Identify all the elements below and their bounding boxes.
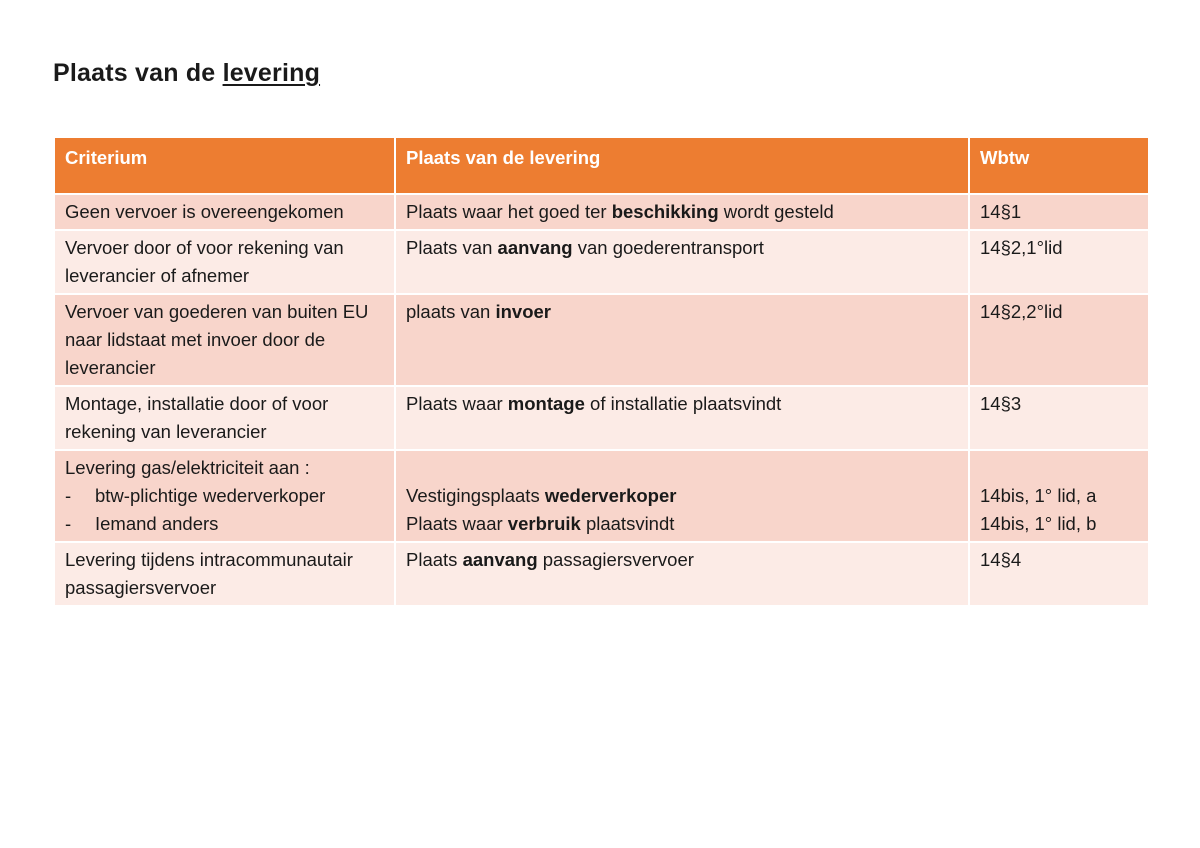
cell-wbtw: 14§4 <box>969 542 1148 606</box>
cell-wbtw: 14§1 <box>969 194 1148 230</box>
page-title <box>53 56 320 90</box>
cell-criterium: Montage, installatie door of voor rekening van leverancier <box>55 386 395 450</box>
cell-wbtw <box>969 450 1148 542</box>
plaats-bold-text: aanvang <box>497 237 573 258</box>
cell-plaats <box>395 230 969 294</box>
table-row <box>55 450 1148 542</box>
cell-criterium: Vervoer door of voor rekening van leverancier of afnemer <box>55 230 395 294</box>
plaats-text: Plaats waar het goed ter <box>406 201 612 222</box>
plaats-text: of installatie plaatsvindt <box>584 393 782 414</box>
table-header <box>55 138 1148 194</box>
table-row <box>55 194 1148 230</box>
cell-spacer <box>980 454 1138 482</box>
header-wbtw: Wbtw <box>969 138 1148 194</box>
header-plaats: Plaats van de levering <box>395 138 969 194</box>
plaats-text: van goederentransport <box>572 237 764 258</box>
cell-wbtw: 14§2,2°lid <box>969 294 1148 386</box>
cell-wbtw: 14§2,1°lid <box>969 230 1148 294</box>
cell-plaats <box>395 386 969 450</box>
plaats-text: plaats van <box>406 301 496 322</box>
table-body <box>55 194 1148 606</box>
cell-criterium: Vervoer van goederen van buiten EU naar lidstaat met invoer door de leverancier <box>55 294 395 386</box>
bullet-item <box>65 482 384 510</box>
plaats-text: Plaats waar <box>406 513 508 534</box>
cell-plaats <box>395 194 969 230</box>
cell-spacer <box>406 454 958 482</box>
bullet-text: btw-plichtige wederverkoper <box>95 485 326 506</box>
cell-plaats <box>395 294 969 386</box>
plaats-text: Plaats van <box>406 237 498 258</box>
header-criterium: Criterium <box>55 138 395 194</box>
plaats-bold-text: aanvang <box>462 549 538 570</box>
plaats-bold-text: verbruik <box>507 513 581 534</box>
plaats-bold-text: montage <box>507 393 585 414</box>
plaats-text: Plaats <box>406 549 463 570</box>
wbtw-line: 14bis, 1° lid, a <box>980 485 1097 506</box>
cell-criterium <box>55 450 395 542</box>
bullet-dash: - <box>65 513 72 534</box>
page-title-prefix: Plaats van de <box>53 59 223 87</box>
bullet-dash: - <box>65 485 72 506</box>
plaats-line <box>406 510 958 538</box>
levering-table <box>55 138 1148 607</box>
plaats-bold-text: wederverkoper <box>544 485 677 506</box>
bullet-text: Iemand anders <box>95 513 219 534</box>
cell-criterium: Geen vervoer is overeengekomen <box>55 194 395 230</box>
table-row <box>55 386 1148 450</box>
page-title-underlined: levering <box>222 59 321 87</box>
plaats-bold-text: invoer <box>495 301 552 322</box>
plaats-text: Plaats waar <box>406 393 508 414</box>
criterium-text: Levering gas/elektriciteit aan : <box>65 457 310 478</box>
plaats-text: wordt gesteld <box>718 201 834 222</box>
cell-plaats <box>395 450 969 542</box>
plaats-text: plaatsvindt <box>580 513 675 534</box>
table-row <box>55 294 1148 386</box>
plaats-bold-text: beschikking <box>611 201 719 222</box>
plaats-line <box>406 482 958 510</box>
cell-plaats <box>395 542 969 606</box>
wbtw-line: 14bis, 1° lid, b <box>980 513 1097 534</box>
bullet-item <box>65 510 384 538</box>
cell-wbtw: 14§3 <box>969 386 1148 450</box>
plaats-text: Vestigingsplaats <box>406 485 545 506</box>
plaats-text: passagiersvervoer <box>537 549 694 570</box>
cell-criterium: Levering tijdens intracommunautair passagiersvervoer <box>55 542 395 606</box>
table-row <box>55 230 1148 294</box>
table-row <box>55 542 1148 606</box>
header-row <box>55 138 1148 194</box>
